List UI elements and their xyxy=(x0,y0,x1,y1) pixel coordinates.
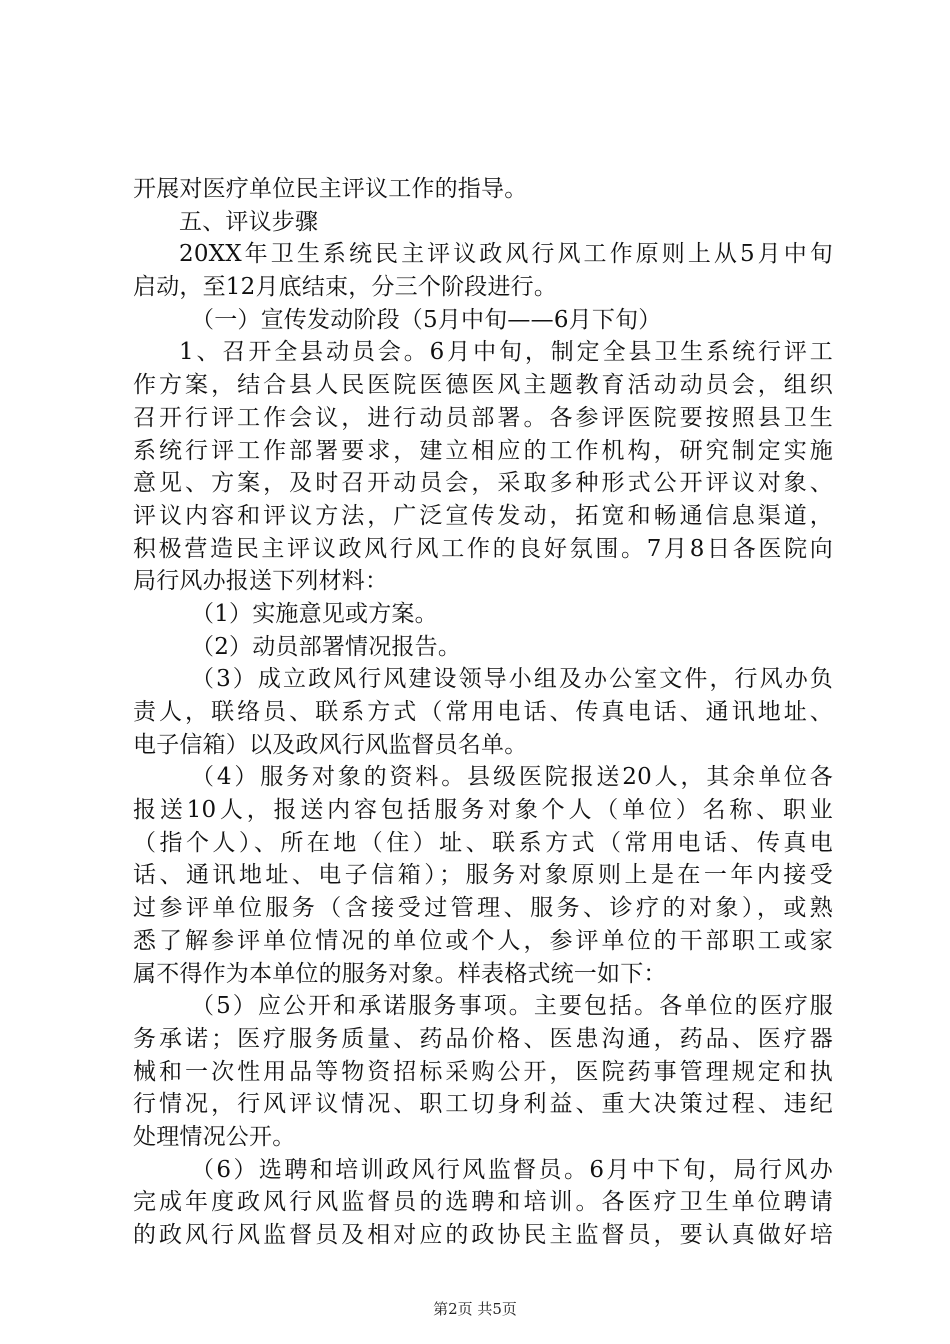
text-line: 作方案，结合县人民医院医德医风主题教育活动动员会，组织 xyxy=(133,372,833,399)
text-line: 行情况，行风评议情况、职工切身利益、重大决策过程、违纪 xyxy=(133,1091,833,1118)
text-line: 积极营造民主评议政风行风工作的良好氛围。7月8日各医院向 xyxy=(133,535,833,562)
document-body xyxy=(133,173,833,1252)
text-line: （2）动员部署情况报告。 xyxy=(191,633,462,660)
text-line: 开展对医疗单位民主评议工作的指导。 xyxy=(133,176,528,202)
text-line: 完成年度政风行风监督员的选聘和培训。各医疗卫生单位聘请 xyxy=(133,1189,833,1216)
text-line: （6）选聘和培训政风行风监督员。6月中下旬，局行风办 xyxy=(191,1156,833,1183)
text-line: 意见、方案，及时召开动员会，采取多种形式公开评议对象、 xyxy=(133,470,833,497)
text-line: （5）应公开和承诺服务事项。主要包括。各单位的医疗服 xyxy=(191,993,833,1020)
text-line: 责人，联络员、联系方式（常用电话、传真电话、通讯地址、 xyxy=(133,699,833,725)
text-line: 的政风行风监督员及相对应的政协民主监督员，要认真做好培 xyxy=(133,1222,833,1248)
text-line: 评议内容和评议方法，广泛宣传发动，拓宽和畅通信息渠道， xyxy=(133,502,833,529)
page-footer: 第2页 共5页 xyxy=(433,1300,517,1318)
text-line: （指个人）、所在地（住）址、联系方式（常用电话、传真电 xyxy=(133,829,833,856)
text-line: 五、评议步骤 xyxy=(179,208,319,235)
text-line: 话、通讯地址、电子信箱）；服务对象原则上是在一年内接受 xyxy=(133,862,833,889)
text-line: 召开行评工作会议，进行动员部署。各参评医院要按照县卫生 xyxy=(133,404,833,431)
text-line: 械和一次性用品等物资招标采购公开，医院药事管理规定和执 xyxy=(133,1058,833,1085)
text-line: 处理情况公开。 xyxy=(133,1123,296,1150)
text-line: 启动，至12月底结束，分三个阶段进行。 xyxy=(133,274,558,301)
text-line: （4）服务对象的资料。县级医院报送20人，其余单位各 xyxy=(191,764,833,791)
text-line: 报送10人，报送内容包括服务对象个人（单位）名称、职业 xyxy=(133,797,833,824)
text-line: 务承诺；医疗服务质量、药品价格、医患沟通，药品、医疗器 xyxy=(133,1025,833,1052)
text-line: 悉了解参评单位情况的单位或个人，参评单位的干部职工或家 xyxy=(133,927,833,954)
text-line: （1）实施意见或方案。 xyxy=(191,600,438,627)
text-line: （3）成立政风行风建设领导小组及办公室文件，行风办负 xyxy=(191,666,833,693)
text-line: 过参评单位服务（含接受过管理、服务、诊疗的对象），或熟 xyxy=(133,895,833,922)
text-line: （一）宣传发动阶段（5月中旬——6月下旬） xyxy=(191,306,662,333)
text-line: 系统行评工作部署要求，建立相应的工作机构，研究制定实施 xyxy=(133,437,833,464)
text-line: 局行风办报送下列材料： xyxy=(133,568,389,595)
text-line: 20XX年卫生系统民主评议政风行风工作原则上从5月中旬 xyxy=(179,241,833,268)
text-line: 属不得作为本单位的服务对象。样表格式统一如下： xyxy=(133,960,667,987)
text-line: 电子信箱）以及政风行风监督员名单。 xyxy=(133,731,528,758)
text-line: 1、召开全县动员会。6月中旬，制定全县卫生系统行评工 xyxy=(179,339,833,366)
